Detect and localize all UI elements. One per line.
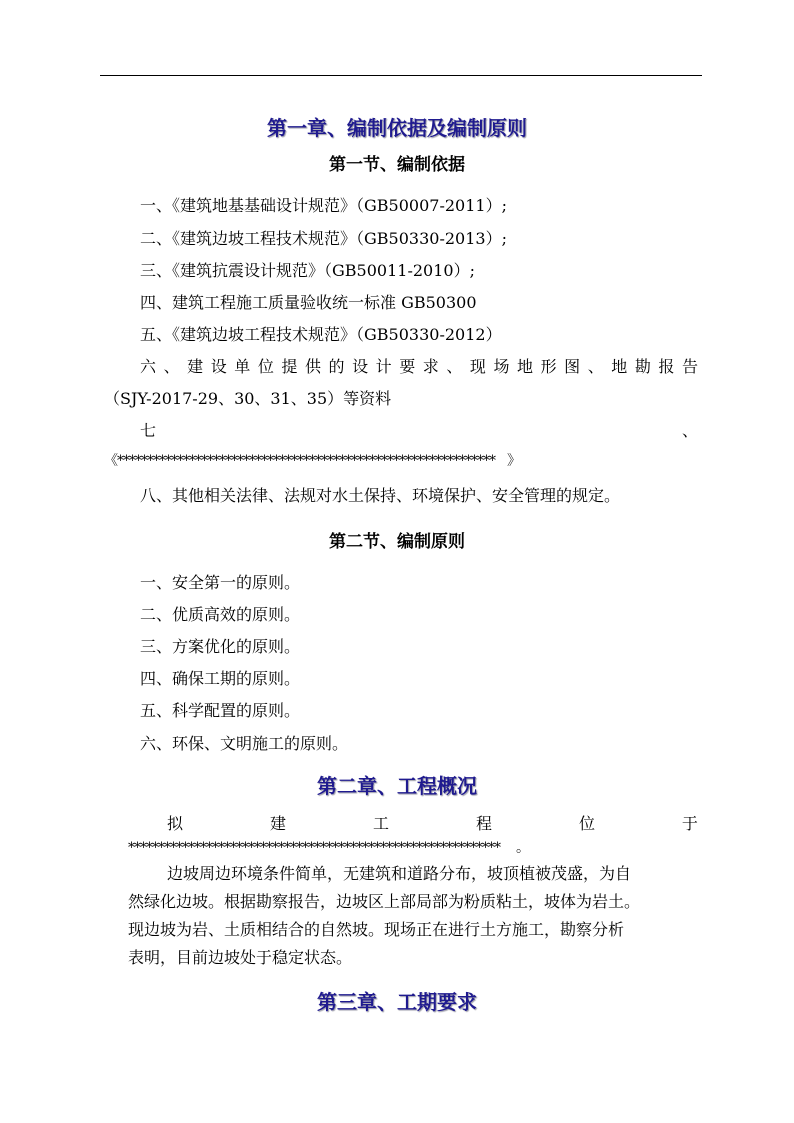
principle-item-2: 二、优质高效的原则。	[140, 605, 301, 624]
overview-para-line-3: 现边坡为岩、土质相结合的自然坡。现场正在进行土方施工，勘察分析	[128, 920, 625, 939]
section-2-title: 第二节、编制原则	[329, 532, 465, 552]
basis-item-5: 五、《建筑边坡工程技术规范》（GB50330-2012）	[140, 325, 502, 344]
basis-item-6-line2: （SJY-2017-29、30、31、35）等资料	[104, 389, 392, 408]
chapter-3-title: 第三章、工期要求	[317, 990, 477, 1014]
overview-line-1: 拟 建 工 程 位 于	[167, 814, 698, 833]
basis-item-7-line2: 《*************************************************************** 》	[104, 453, 520, 469]
overview-para-line-1: 边坡周边环境条件简单，无建筑和道路分布，坡顶植被茂盛，为自	[167, 864, 632, 883]
basis-item-3: 三、《建筑抗震设计规范》（GB50011-2010）;	[140, 261, 475, 280]
chapter-1-title: 第一章、编制依据及编制原则	[267, 116, 527, 140]
principle-item-1: 一、安全第一的原则。	[140, 573, 301, 592]
principle-item-6: 六、环保、文明施工的原则。	[140, 734, 349, 753]
basis-item-4: 四、建筑工程施工质量验收统一标准 GB50300	[140, 293, 477, 312]
basis-item-8: 八、其他相关法律、法规对水土保持、环境保护、安全管理的规定。	[140, 486, 621, 505]
overview-para-line-2: 然绿化边坡。根据勘察报告，边坡区上部局部为粉质粘土，坡体为岩土。	[128, 892, 641, 911]
basis-item-7-line1: 七 、	[140, 421, 698, 440]
principle-item-3: 三、方案优化的原则。	[140, 637, 301, 656]
basis-item-2: 二、《建筑边坡工程技术规范》（GB50330-2013）;	[140, 229, 507, 248]
principle-item-5: 五、科学配置的原则。	[140, 701, 301, 720]
chapter-2-title: 第二章、工程概况	[317, 774, 477, 798]
header-rule	[100, 75, 702, 76]
basis-item-1: 一、《建筑地基基础设计规范》（GB50007-2011）;	[140, 196, 507, 215]
overview-para-line-4: 表明，目前边坡处于稳定状态。	[128, 948, 353, 967]
principle-item-4: 四、确保工期的原则。	[140, 669, 301, 688]
basis-item-6-line1: 六 、 建 设 单 位 提 供 的 设 计 要 求 、 现 场 地 形 图 、 地 勘 报 告	[140, 357, 698, 376]
section-1-title: 第一节、编制依据	[329, 155, 465, 175]
overview-line-2: ************************************************************** 。	[128, 840, 529, 856]
